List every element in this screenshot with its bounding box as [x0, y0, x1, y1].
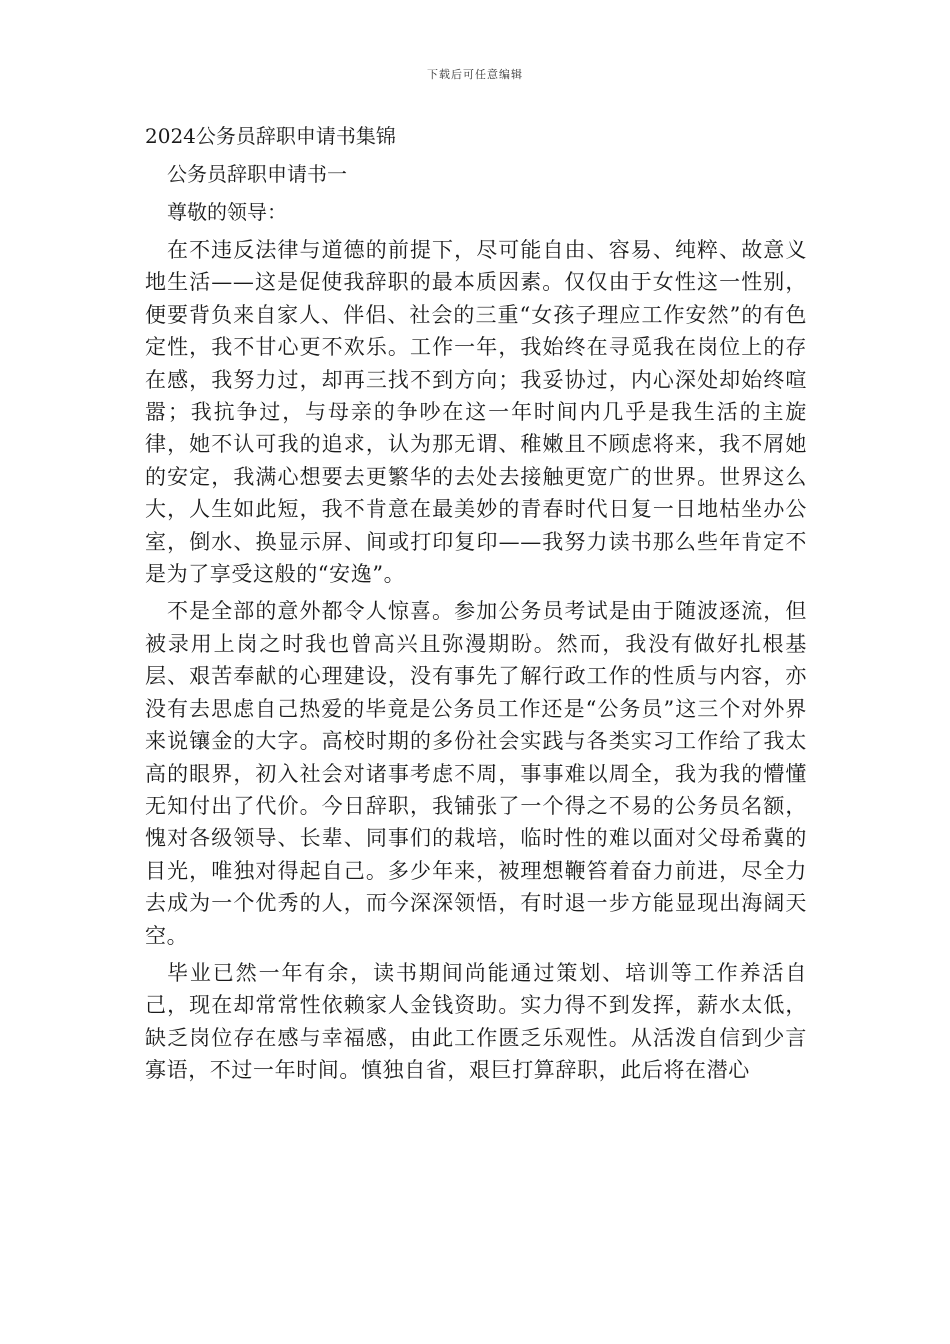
header-note: 下载后可任意编辑: [427, 68, 523, 81]
document-body: [145, 120, 807, 1092]
paragraph-3: 毕业已然一年有余，读书期间尚能通过策划、培训等工作养活自己，现在却常常性依赖家人金钱资助。实力得不到发挥，薪水太低，缺乏岗位存在感与幸福感，由此工作匮乏乐观性。从活泼自信到少言寡语，不过一年时间。慎独自省，艰巨打算辞职，此后将在潜心: [145, 960, 807, 1083]
document-subtitle: 公务员辞职申请书一: [167, 162, 347, 186]
paragraph-2: 不是全部的意外都令人惊喜。参加公务员考试是由于随波逐流，但被录用上岗之时我也曾高兴且弥漫期盼。然而，我没有做好扎根基层、艰苦奉献的心理建设，没有事先了解行政工作的性质与内容，亦没有去思虑自己热爱的毕竟是公务员工作还是“公务员”这三个对外界来说镶金的大字。高校时期的多份社会实践与各类实习工作给了我太高的眼界，初入社会对诸事考虑不周，事事难以周全，我为我的懵懂无知付出了代价。今日辞职，我铺张了一个得之不易的公务员名额，愧对各级领导、长辈、同事们的栽培，临时性的难以面对父母希冀的目光，唯独对得起自己。多少年来，被理想鞭笞着奋力前进，尽全力去成为一个优秀的人，而今深深领悟，有时退一步方能显现出海阔天空。: [145, 599, 807, 948]
paragraph-1: 在不违反法律与道德的前提下，尽可能自由、容易、纯粹、故意义地生活——这是促使我辞职的最本质因素。仅仅由于女性这一性别，便要背负来自家人、伴侣、社会的三重“女孩子理应工作安然”的有色定性，我不甘心更不欢乐。工作一年，我始终在寻觅我在岗位上的存在感，我努力过，却再三找不到方向；我妥协过，内心深处却始终喧嚣；我抗争过，与母亲的争吵在这一年时间内几乎是我生活的主旋律，她不认可我的追求，认为那无谓、稚嫩且不顾虑将来，我不屑她的安定，我满心想要去更繁华的去处去接触更宽广的世界。世界这么大，人生如此短，我不肯意在最美妙的青春时代日复一日地枯坐办公室，倒水、换显示屏、间或打印复印——我努力读书那么些年肯定不是为了享受这般的“安逸”。: [145, 238, 807, 587]
salutation: 尊敬的领导：: [167, 200, 287, 224]
document-title: 2024公务员辞职申请书集锦: [145, 124, 396, 148]
